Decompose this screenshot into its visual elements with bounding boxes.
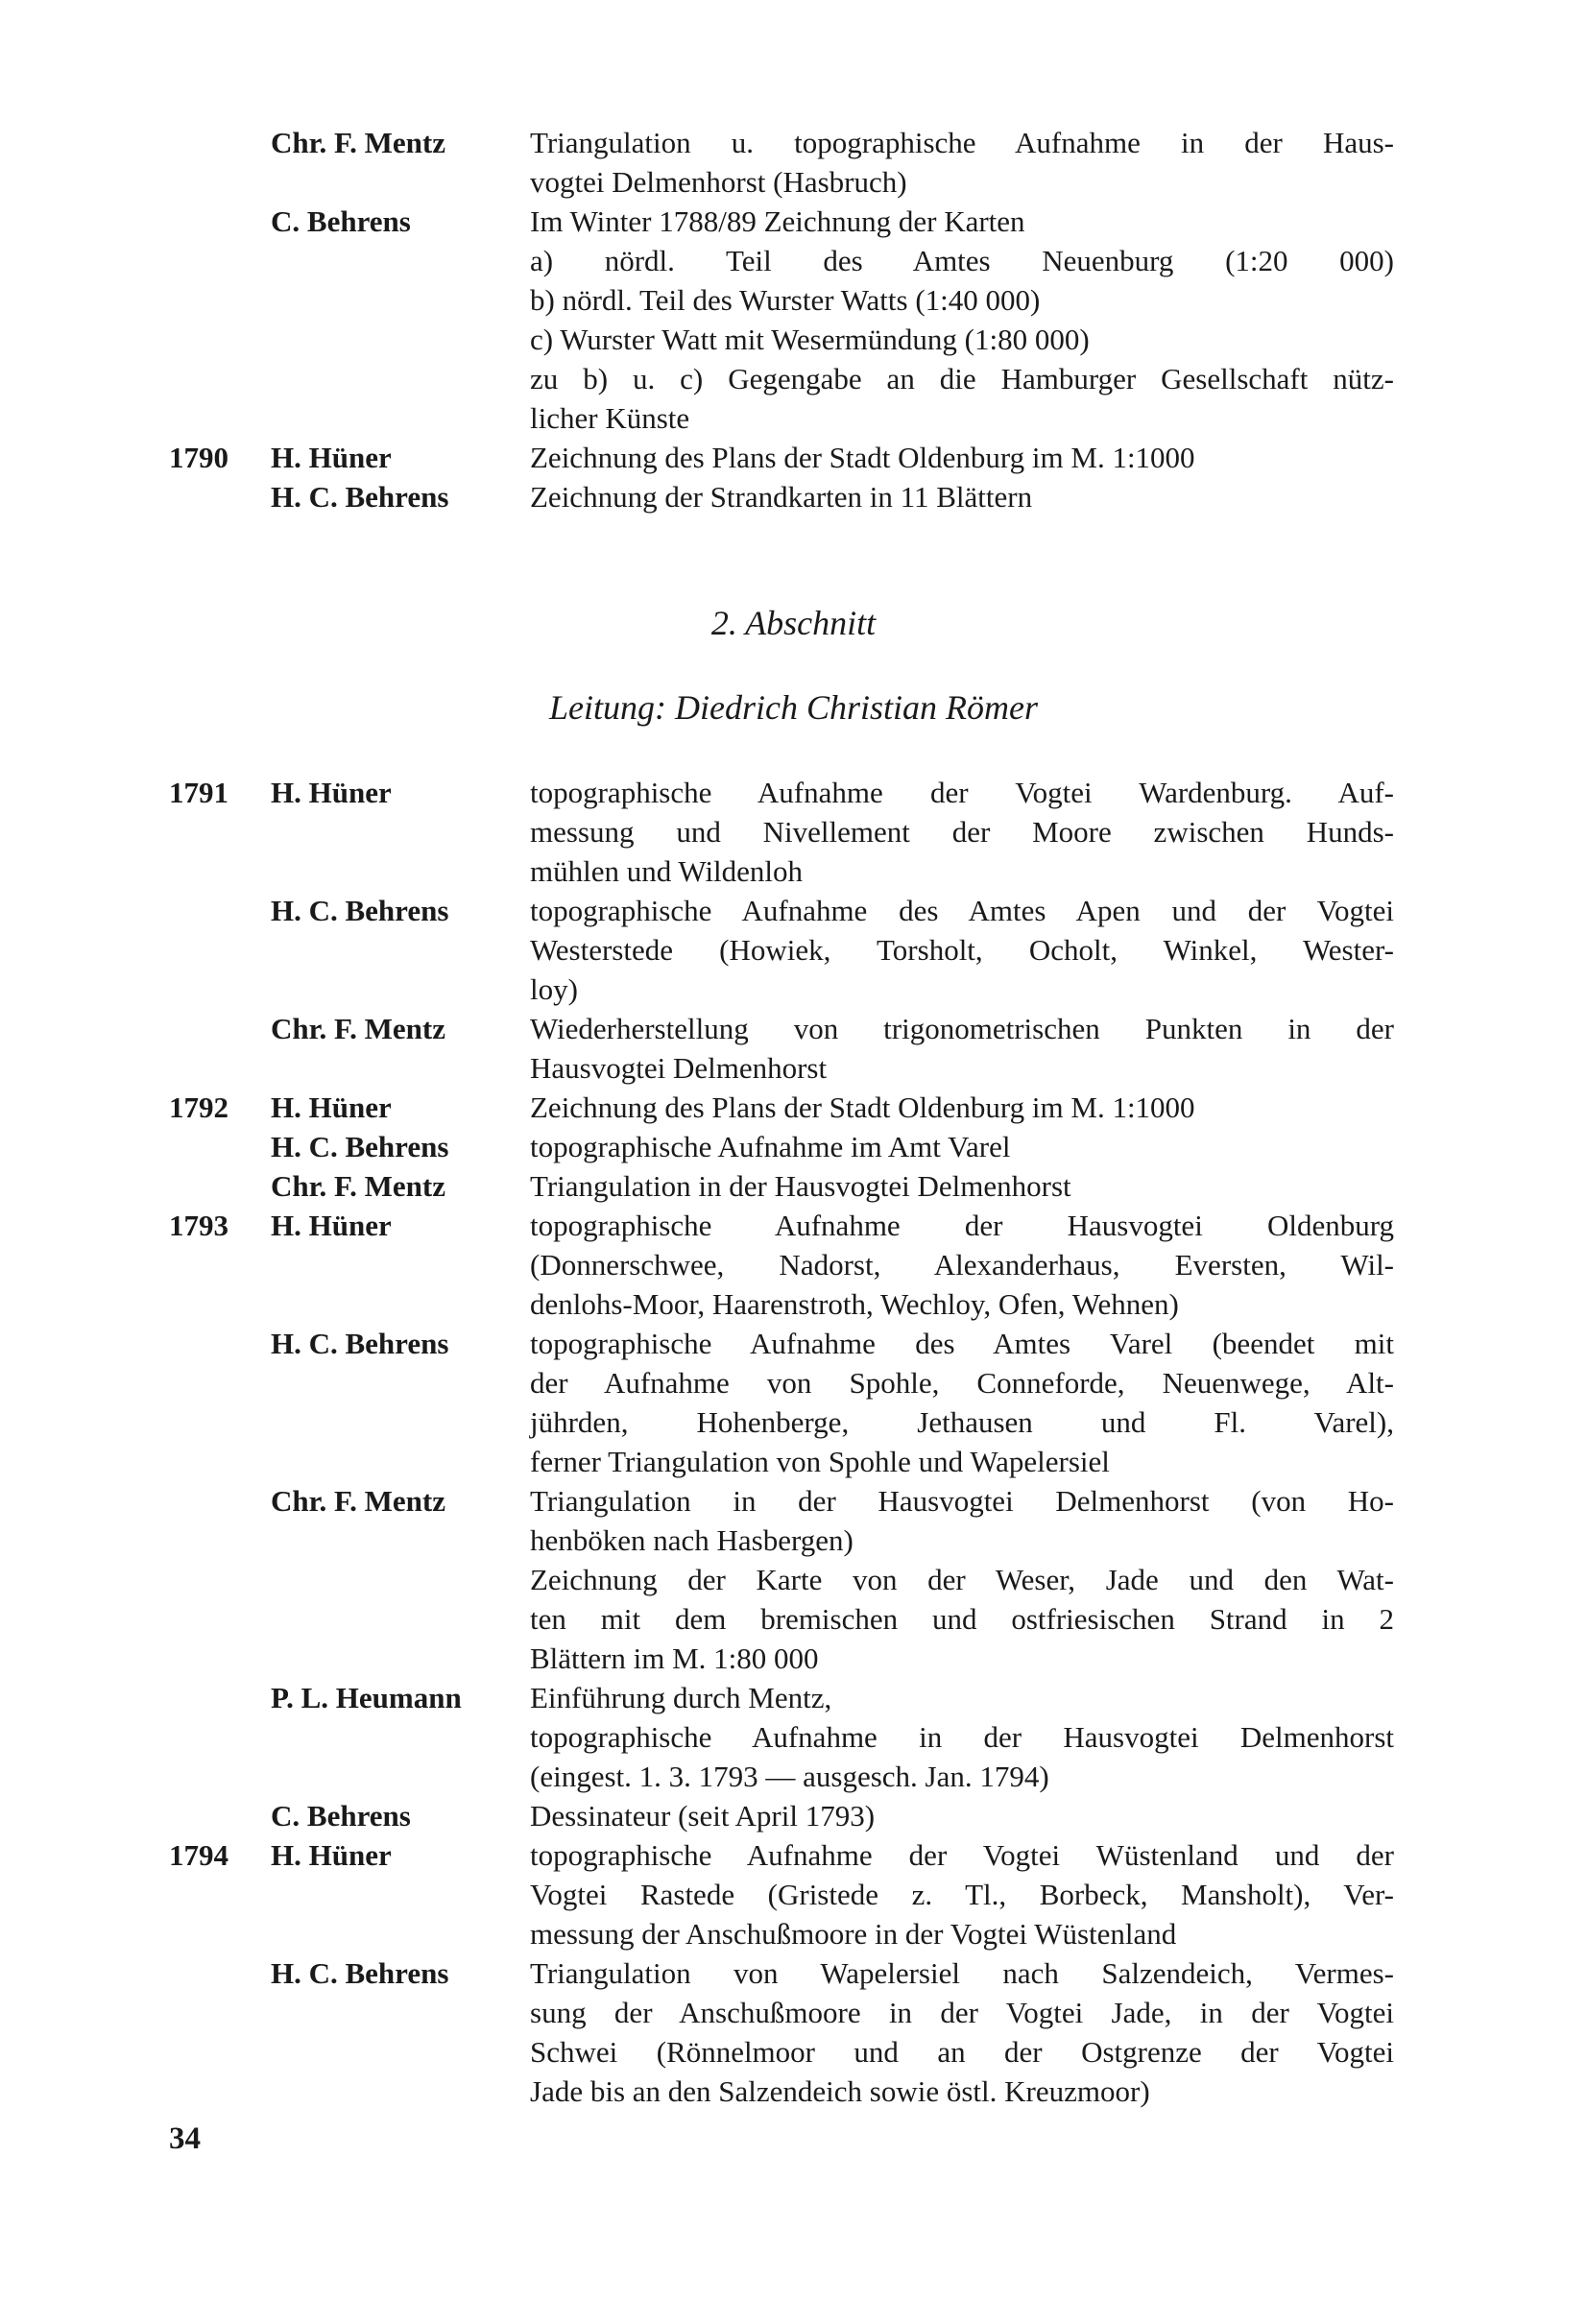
entry-description: ferner Triangulation von Spohle und Wapelersiel [530,1445,1110,1478]
entry-name: Chr. F. Mentz [271,1484,445,1518]
entry-description: Einführung durch Mentz, [530,1681,832,1714]
entry-line [0,1284,1587,1324]
entry-line [0,773,1587,812]
entry-description: Triangulation in der Hausvogtei Delmenhorst [530,1169,1071,1203]
entry-name: H. C. Behrens [271,1327,449,1360]
entry-name: H. Hüner [271,776,392,809]
entry-description: mühlen und Wildenloh [530,854,804,888]
entry-description: Zeichnung des Plans der Stadt Oldenburg im M. 1:1000 [530,1090,1195,1124]
entry-line [0,1796,1587,1835]
entry-description: ten mit dem bremischen und ostfriesischen Strand in 2 [530,1602,1394,1636]
entry-line [0,359,1587,398]
entry-name: C. Behrens [271,1799,411,1833]
entry-line [0,320,1587,359]
entry-line [0,398,1587,438]
entry-description: henböken nach Hasbergen) [530,1523,854,1557]
entry-name: P. L. Heumann [271,1681,462,1714]
entry-name: H. Hüner [271,1090,392,1124]
entry-line [0,2032,1587,2072]
entry-line [0,280,1587,320]
entry-name: H. C. Behrens [271,1130,449,1163]
entry-line [0,1835,1587,1875]
entry-year: 1792 [169,1090,228,1124]
section-1-entries [0,123,1587,516]
entry-name: H. C. Behrens [271,894,449,927]
entry-line [0,1009,1587,1048]
entry-description: vogtei Delmenhorst (Hasbruch) [530,165,907,199]
entry-line [0,1166,1587,1206]
entry-line [0,1442,1587,1481]
entry-line [0,851,1587,891]
entry-line [0,812,1587,851]
entry-line [0,1639,1587,1678]
entry-description: topographische Aufnahme der Hausvogtei Oldenburg [530,1209,1394,1242]
entry-description: Im Winter 1788/89 Zeichnung der Karten [530,204,1025,238]
entry-line [0,1521,1587,1560]
entry-year: 1791 [169,776,228,809]
entry-description: a) nördl. Teil des Amtes Neuenburg (1:20 000) [530,244,1394,277]
page-number: 34 [169,2121,201,2156]
entry-line [0,1953,1587,1993]
entry-name: C. Behrens [271,204,411,238]
entry-line [0,970,1587,1009]
entry-description: Blättern im M. 1:80 000 [530,1641,819,1675]
entry-line [0,1402,1587,1442]
entry-description: Jade bis an den Salzendeich sowie östl. Kreuzmoor) [530,2074,1150,2108]
entry-name: Chr. F. Mentz [271,1012,445,1045]
entry-line [0,1560,1587,1599]
entry-name: Chr. F. Mentz [271,1169,445,1203]
entry-description: Vogtei Rastede (Gristede z. Tl., Borbeck, Mansholt), Ver- [530,1878,1394,1911]
entry-line [0,1875,1587,1914]
entry-line [0,202,1587,241]
entry-line [0,1324,1587,1363]
entry-description: messung der Anschußmoore in der Vogtei Wüstenland [530,1917,1177,1951]
entry-description: messung und Nivellement der Moore zwischen Hunds- [530,815,1394,849]
entry-description: Dessinateur (seit April 1793) [530,1799,876,1833]
entry-line [0,2072,1587,2111]
entry-description: Zeichnung der Strandkarten in 11 Blättern [530,480,1033,514]
entry-line [0,1363,1587,1402]
entry-description: Zeichnung der Karte von der Weser, Jade und den Wat- [530,1563,1394,1596]
entry-description: topographische Aufnahme der Vogtei Wardenburg. Auf- [530,776,1394,809]
entry-year: 1790 [169,441,228,474]
entry-name: H. C. Behrens [271,480,449,514]
entry-line [0,1599,1587,1639]
entry-description: c) Wurster Watt mit Wesermündung (1:80 000) [530,323,1090,356]
entry-description: denlohs-Moor, Haarenstroth, Wechloy, Ofen, Wehnen) [530,1287,1179,1321]
entry-description: Wiederherstellung von trigonometrischen Punkten in der [530,1012,1394,1045]
entry-description: (Donnerschwee, Nadorst, Alexanderhaus, Eversten, Wil- [530,1248,1394,1282]
entry-description: topographische Aufnahme der Vogtei Wüstenland und der [530,1838,1394,1872]
entry-description: Triangulation in der Hausvogtei Delmenhorst (von Ho- [530,1484,1394,1518]
entry-line [0,477,1587,516]
entry-description: topographische Aufnahme des Amtes Apen und der Vogtei [530,894,1394,927]
entry-year: 1794 [169,1838,228,1872]
section-title: 2. Abschnitt [710,604,877,642]
entry-name: H. C. Behrens [271,1956,449,1990]
entry-name: H. Hüner [271,1209,392,1242]
entry-line [0,1914,1587,1953]
entry-line [0,438,1587,477]
entry-description: loy) [530,972,578,1006]
entry-description: licher Künste [530,401,690,435]
entry-line [0,1757,1587,1796]
entry-line [0,1127,1587,1166]
entry-description: Schwei (Rönnelmoor und an der Ostgrenze der Vogtei [530,2035,1394,2069]
entry-description: Hausvogtei Delmenhorst [530,1051,828,1085]
entry-line [0,123,1587,162]
entry-description: (eingest. 1. 3. 1793 — ausgesch. Jan. 1794) [530,1760,1049,1793]
entry-description: b) nördl. Teil des Wurster Watts (1:40 000) [530,283,1041,317]
entry-description: zu b) u. c) Gegengabe an die Hamburger Gesellschaft nütz- [530,362,1394,395]
section-2-entries [0,773,1587,2111]
entry-name: H. Hüner [271,441,392,474]
entry-description: topographische Aufnahme in der Hausvogtei Delmenhorst [530,1720,1394,1754]
entry-line [0,1206,1587,1245]
entry-line [0,1245,1587,1284]
entry-description: Triangulation u. topographische Aufnahme in der Haus- [530,126,1394,159]
entry-year: 1793 [169,1209,228,1242]
entry-line [0,1717,1587,1757]
entry-line [0,1048,1587,1088]
entry-description: Westerstede (Howiek, Torsholt, Ocholt, Winkel, Wester- [530,933,1394,967]
entry-line [0,241,1587,280]
entry-description: Zeichnung des Plans der Stadt Oldenburg im M. 1:1000 [530,441,1195,474]
entry-line [0,1678,1587,1717]
entry-line [0,891,1587,930]
leitung-line: Leitung: Diedrich Christian Römer [549,688,1038,727]
entry-description: topographische Aufnahme des Amtes Varel (beendet mit [530,1327,1394,1360]
entry-description: Triangulation von Wapelersiel nach Salzendeich, Vermes- [530,1956,1394,1990]
entry-line [0,930,1587,970]
entry-line [0,1993,1587,2032]
entry-description: sung der Anschußmoore in der Vogtei Jade, in der Vogtei [530,1996,1394,2029]
entry-description: jührden, Hohenberge, Jethausen und Fl. Varel), [530,1405,1394,1439]
entry-description: der Aufnahme von Spohle, Conneforde, Neuenwege, Alt- [530,1366,1394,1400]
entry-name: Chr. F. Mentz [271,126,445,159]
entry-name: H. Hüner [271,1838,392,1872]
entry-description: topographische Aufnahme im Amt Varel [530,1130,1011,1163]
entry-line [0,1481,1587,1521]
entry-line [0,1088,1587,1127]
entry-line [0,162,1587,202]
